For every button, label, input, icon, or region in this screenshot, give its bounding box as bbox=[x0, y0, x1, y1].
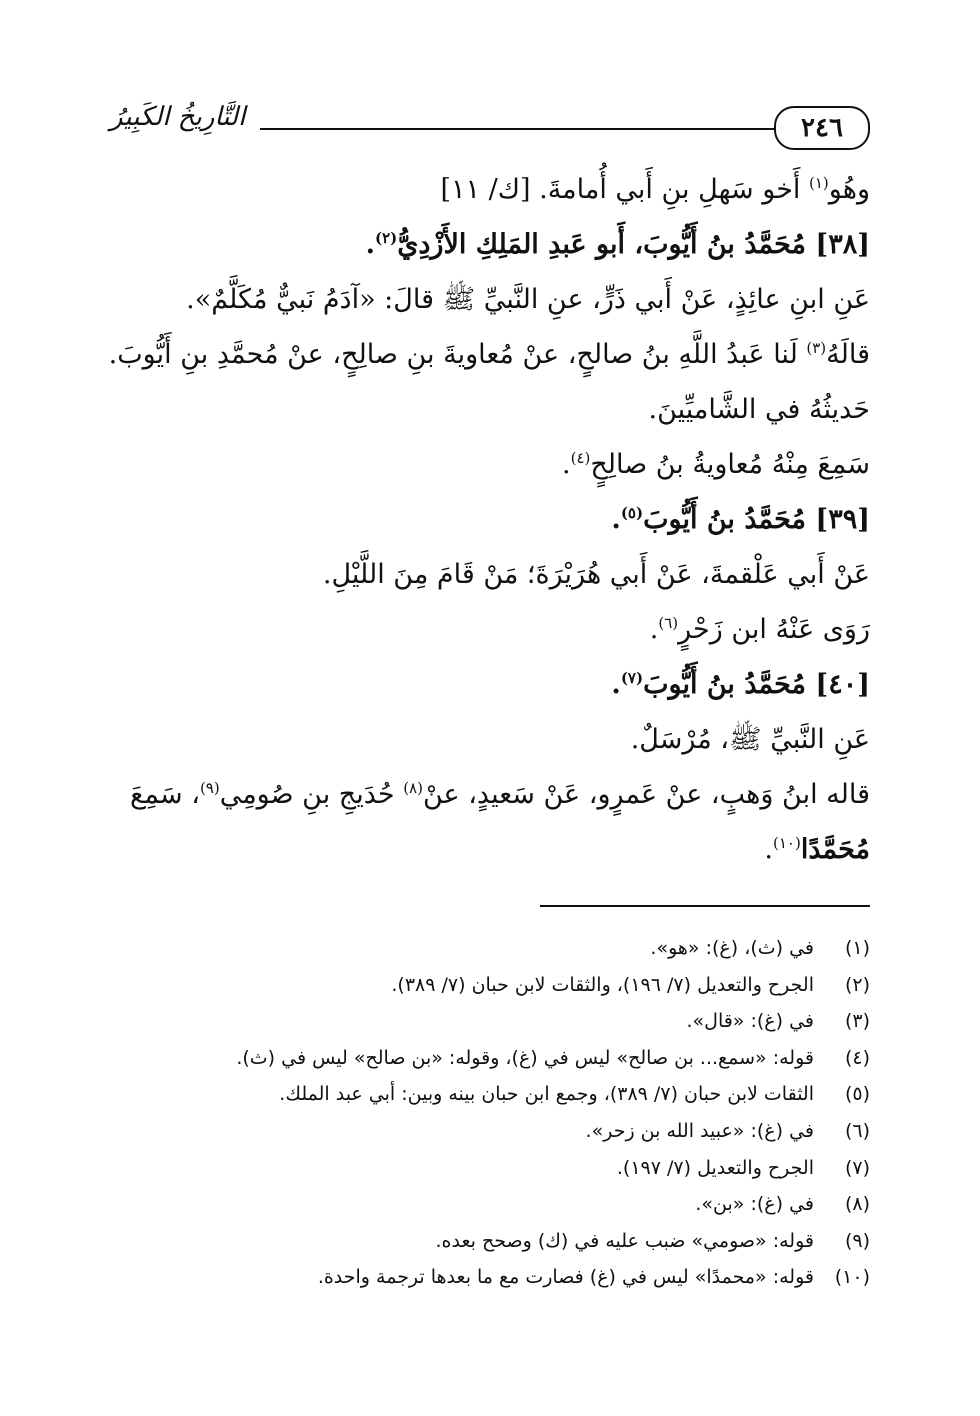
footnote-text: الجرح والتعديل (٧/ ١٩٦)، والثقات لابن حبان (٧/ ٣٨٩). bbox=[391, 973, 814, 996]
page-number: ٢٤٦ bbox=[774, 106, 870, 150]
footnote-item bbox=[110, 930, 870, 967]
footnote-number: (٤) bbox=[844, 1046, 870, 1069]
text-segment: وهُو bbox=[828, 174, 870, 205]
text-segment: أَخو سَهلِ بنِ أَبي أُمامةَ. [ك/ ١١] bbox=[440, 174, 809, 205]
footnote-text: قوله: «سمع... بن صالح» ليس في (غ)، وقوله: «بن صالح» ليس في (ث). bbox=[236, 1046, 814, 1069]
text-line bbox=[110, 382, 870, 437]
text-line bbox=[110, 547, 870, 602]
entry-heading-38 bbox=[110, 217, 870, 272]
footnote-number: (٧) bbox=[844, 1156, 870, 1179]
footnote-text: في (غ): «بن». bbox=[695, 1193, 814, 1216]
footnote-ref: (٩) bbox=[199, 779, 220, 797]
footnote-ref: (٦) bbox=[658, 614, 679, 632]
text-line bbox=[110, 712, 870, 767]
footnote-ref: (٥) bbox=[620, 504, 644, 522]
text-line bbox=[110, 327, 870, 382]
footnote-text: في (غ): «عبيد الله بن زحر». bbox=[585, 1119, 814, 1142]
footnote-ref: (٢) bbox=[374, 229, 398, 247]
footnote-item bbox=[110, 1003, 870, 1040]
footnote-number: (٦) bbox=[844, 1119, 870, 1142]
footnote-separator bbox=[540, 905, 870, 907]
footnote-item bbox=[110, 1113, 870, 1150]
footnote-ref: (١) bbox=[808, 174, 829, 192]
footnotes bbox=[110, 930, 870, 1296]
footnote-item bbox=[110, 1150, 870, 1187]
text-segment: عَنِ النَّبيِّ ﷺ، مُرْسَلٌ. bbox=[630, 724, 870, 755]
book-title: التَّارِيخُ الكَبِيرُ bbox=[110, 102, 246, 132]
text-segment: . bbox=[649, 614, 659, 645]
footnote-number: (٩) bbox=[844, 1229, 870, 1252]
footnote-item bbox=[110, 1076, 870, 1113]
entry-heading-40 bbox=[110, 657, 870, 712]
text-segment: قالَهُ bbox=[826, 339, 870, 370]
running-head bbox=[110, 100, 870, 156]
text-segment: حَديثُهُ في الشَّاميِّينَ. bbox=[648, 394, 870, 425]
text-segment: رَوَى عَنْهُ ابن زَحْرٍ bbox=[678, 614, 870, 645]
footnote-item bbox=[110, 1040, 870, 1077]
text-line bbox=[110, 162, 870, 217]
text-segment: عَنْ أَبي عَلْقمةَ، عَنْ أَبي هُرَيْرَةَ؛ مَنْ قَامَ مِنَ اللَّيْلِ. bbox=[322, 559, 870, 590]
text-segment: قاله ابنُ وَهبٍ، عنْ عَمرٍو، عَنْ سَعيدٍ، عنْ bbox=[422, 779, 870, 810]
footnote-number: (١) bbox=[844, 937, 870, 959]
footnote-ref: (١٠) bbox=[772, 834, 801, 852]
text-segment: سَمِعَ مِنْهُ مُعاويةُ بنُ صالِحٍ bbox=[590, 449, 870, 480]
entry-title: [٣٩] مُحَمَّدُ بنُ أَيُّوبَ bbox=[643, 504, 870, 535]
footnote-text: في (ث)، (غ): «هو». bbox=[650, 937, 814, 959]
footnote-ref: (٤) bbox=[570, 449, 591, 467]
footnote-ref: (٣) bbox=[806, 339, 827, 357]
footnote-number: (٢) bbox=[844, 973, 870, 996]
footnote-number: (٣) bbox=[844, 1010, 870, 1033]
text-segment: . bbox=[561, 449, 571, 480]
footnote-number: (٨) bbox=[844, 1193, 870, 1216]
text-line bbox=[110, 437, 870, 492]
footnote-number: (٥) bbox=[844, 1083, 870, 1106]
main-text bbox=[110, 162, 870, 877]
footnote-ref: (٨) bbox=[403, 779, 423, 797]
text-line bbox=[110, 767, 870, 822]
footnote-ref: (٧) bbox=[620, 669, 644, 687]
footnote-item bbox=[110, 967, 870, 1004]
text-segment: مُحَمَّدًا bbox=[800, 834, 870, 865]
footnote-text: قوله: «صومي» ضبب عليه في (ك) وصحح بعده. bbox=[435, 1229, 814, 1252]
text-segment: ، سَمِعَ bbox=[130, 779, 200, 810]
text-segment: حُدَيجِ بنِ صُومِي bbox=[219, 779, 404, 810]
footnote-text: في (غ): «قال». bbox=[686, 1010, 814, 1033]
entry-heading-39 bbox=[110, 492, 870, 547]
text-segment: . bbox=[365, 229, 375, 260]
text-line bbox=[110, 272, 870, 327]
footnote-item bbox=[110, 1223, 870, 1260]
text-segment: عَنِ ابنِ عائِذٍ، عَنْ أَبي ذَرٍّ، عنِ النَّبيِّ ﷺ قالَ: «آدَمُ نَبيٌّ مُكَلَّمٌ». bbox=[186, 284, 870, 315]
entry-title: [٤٠] مُحَمَّدُ بنُ أَيُّوبَ bbox=[643, 669, 870, 700]
text-segment: . bbox=[611, 504, 621, 535]
footnote-text: الثقات لابن حبان (٧/ ٣٨٩)، وجمع ابن حبان بينه وبين: أبي عبد الملك. bbox=[279, 1083, 814, 1106]
header-rule bbox=[260, 128, 775, 130]
footnote-text: قوله: «محمدًا» ليس في (غ) فصارت مع ما بعدها ترجمة واحدة. bbox=[317, 1266, 814, 1289]
footnote-number: (١٠) bbox=[834, 1266, 870, 1289]
text-line bbox=[110, 822, 870, 877]
entry-title: [٣٨] مُحَمَّدُ بنُ أَيُّوبَ، أَبو عَبدِ المَلِكِ الأَزْدِيُّ bbox=[397, 229, 870, 260]
text-segment: لَنا عَبدُ اللَّهِ بنُ صالحٍ، عنْ مُعاويةَ بنِ صالِحٍ، عنْ مُحمَّدِ بنِ أَيُّوبَ. bbox=[108, 339, 807, 370]
footnote-text: الجرح والتعديل (٧/ ١٩٧). bbox=[616, 1156, 814, 1179]
footnote-item bbox=[110, 1259, 870, 1296]
text-segment: . bbox=[764, 834, 773, 865]
text-line bbox=[110, 602, 870, 657]
footnote-item bbox=[110, 1186, 870, 1223]
text-segment: . bbox=[611, 669, 621, 700]
